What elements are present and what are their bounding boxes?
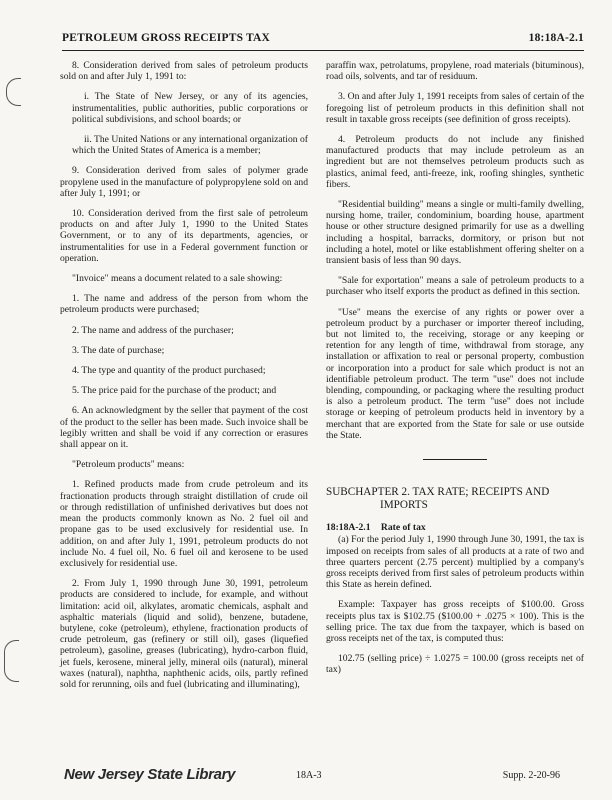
paragraph: 4. The type and quantity of the product purchased; — [72, 365, 266, 377]
left-column — [60, 60, 308, 699]
section-title: Rate of tax — [380, 522, 426, 534]
paragraph: (a) For the period July 1, 1990 through June 30, 1991, the tax is imposed on receipts from sales of all products at a rate of two and three quarters percent (2.75 percent) multiplied by a company's gross receipts derived from first sales of petroleum products within this State as herein defined. — [326, 534, 584, 591]
paragraph: "Use" means the exercise of any rights or power over a petroleum product by a purchaser or importer thereof including, but not limited to, the receiving, storage or any keeping or retention for any length of time, withdrawal from storage, any installation or affixation to real or personal property, combustion or incorporation into a product for sale which product is not an identifiable petroleum product. The term "use" does not include blending, compounding, or packaging where the resulting product is also a petroleum product. The term "use" does not include storage or keeping of petroleum products held in inventory by a merchant that are exported from the State for sale or use outside the State. — [326, 306, 584, 441]
section-number: 18:18A-2.1 — [326, 522, 371, 534]
paragraph: 8. Consideration derived from sales of petroleum products sold on and after July 1, 1991 to: — [60, 60, 308, 83]
paragraph: 3. On and after July 1, 1991 receipts from sales of certain of the foregoing list of petroleum products in this definition shall not result in taxable gross receipts (see definition of gross receipts). — [326, 91, 584, 125]
paragraph: 6. An acknowledgment by the seller that payment of the cost of the product to the seller has been made. Such invoice shall be legibly written and shall be void if any correction or erasures shall appear on it. — [60, 405, 308, 451]
section-body — [326, 534, 584, 675]
page-footer — [0, 766, 612, 790]
paragraph: 5. The price paid for the purchase of the product; and — [72, 385, 277, 397]
binding-hole-mark-top — [6, 78, 21, 106]
subchapter-line2: IMPORTS — [380, 499, 428, 512]
paragraph: Example: Taxpayer has gross receipts of $100.00. Gross receipts plus tax is $102.75 ($100.00 + .0275 × 100). This is the selling price. The tax due from the taxpayer, which is based on gross receipts net of the tax, is computed thus: — [326, 599, 584, 644]
subchapter-heading — [326, 486, 584, 512]
right-column-body — [326, 60, 584, 441]
paragraph: ii. The United Nations or any international organization of which the United States of America is a member; — [72, 134, 308, 157]
subchapter-line1: SUBCHAPTER 2. TAX RATE; RECEIPTS AND — [326, 486, 550, 499]
header-title: PETROLEUM GROSS RECEIPTS TAX — [62, 32, 271, 44]
header-section-ref: 18:18A-2.1 — [528, 32, 584, 44]
paragraph: "Sale for exportation" means a sale of petroleum products to a purchaser who itself exports the product as defined in this section. — [326, 275, 584, 298]
paragraph: paraffin wax, petrolatums, propylene, road materials (bituminous), road oils, solvents, and tar of residuum. — [326, 60, 584, 83]
library-stamp: New Jersey State Library — [64, 766, 236, 783]
paragraph: "Residential building" means a single or multi-family dwelling, nursing home, trailer, condominium, boarding house, apartment house or other structure designed primarily for use as a dwelling including a hospital, barracks, dormitory, or prison but not including a hotel, motel or like establishment offering shelter on a transient basis of less than 90 days. — [326, 199, 584, 267]
right-column — [326, 60, 584, 685]
section-divider — [423, 459, 487, 460]
paragraph: "Petroleum products" means: — [72, 459, 185, 471]
paragraph: "Invoice" means a document related to a sale showing: — [72, 273, 283, 285]
paragraph: 1. The name and address of the person from whom the petroleum products were purchased; — [60, 293, 308, 316]
page-number: 18A-3 — [296, 770, 322, 781]
running-header — [62, 28, 584, 51]
paragraph: i. The State of New Jersey, or any of its agencies, instrumentalities, public authorities, public corporations or political subdivisions, and school boards; or — [72, 91, 308, 125]
paragraph: 4. Petroleum products do not include any finished manufactured products that may include petroleum as an ingredient but are not themselves petroleum products such as plastics, animal feed, anti-freeze, ink, roofing shingles, synthetic fibers. — [326, 134, 584, 190]
paragraph: 9. Consideration derived from sales of polymer grade propylene used in the manufacture of polypropylene sold on and after July 1, 1991; or — [60, 165, 308, 199]
supplement-date: Supp. 2-20-96 — [502, 770, 560, 781]
paragraph: 10. Consideration derived from the first sale of petroleum products on and after July 1, 1990 to the United States Government, or to any of its departments, agencies, or instrumentalities for use in a Federal government function or operation. — [60, 208, 308, 264]
paragraph: 2. The name and address of the purchaser; — [72, 324, 234, 336]
paragraph: 102.75 (selling price) ÷ 1.0275 = 100.00 (gross receipts net of tax) — [326, 653, 584, 676]
binding-hole-mark-bottom — [4, 640, 19, 682]
section-heading — [326, 522, 584, 533]
paragraph: 2. From July 1, 1990 through June 30, 1991, petroleum products are considered to include, for example, and without limitation: acid oil, alkylates, aromatic chemicals, asphalt and asphaltic materials (liquid and solid), benzene, butadene, butylene, coke (petroleum), ethylene, fractionation products of crude petroleum, gas (refinery or still oil), gases (liquefied petroleum), gasoline, greases (lubricating), hydro-carbon fluid, jet fuels, kerosene, mineral jelly, mineral oils (natural), mineral waxes (natural), naphtha, naphthenic acids, oils, partly refined sold for rerunning, oils and fuel (lubricating and illuminating), — [60, 578, 308, 690]
paragraph: 1. Refined products made from crude petroleum and its fractionation products through straight distillation of crude oil or through redistillation of unfinished derivatives but does not mean the products commonly known as No. 2 fuel oil and propane gas to be used exclusively for residential use. In addition, on and after July 1, 1991, petroleum products do not include No. 4 fuel oil, No. 6 fuel oil and kerosene to be used exclusively for residential use. — [60, 479, 308, 569]
paragraph: 3. The date of purchase; — [72, 344, 165, 356]
